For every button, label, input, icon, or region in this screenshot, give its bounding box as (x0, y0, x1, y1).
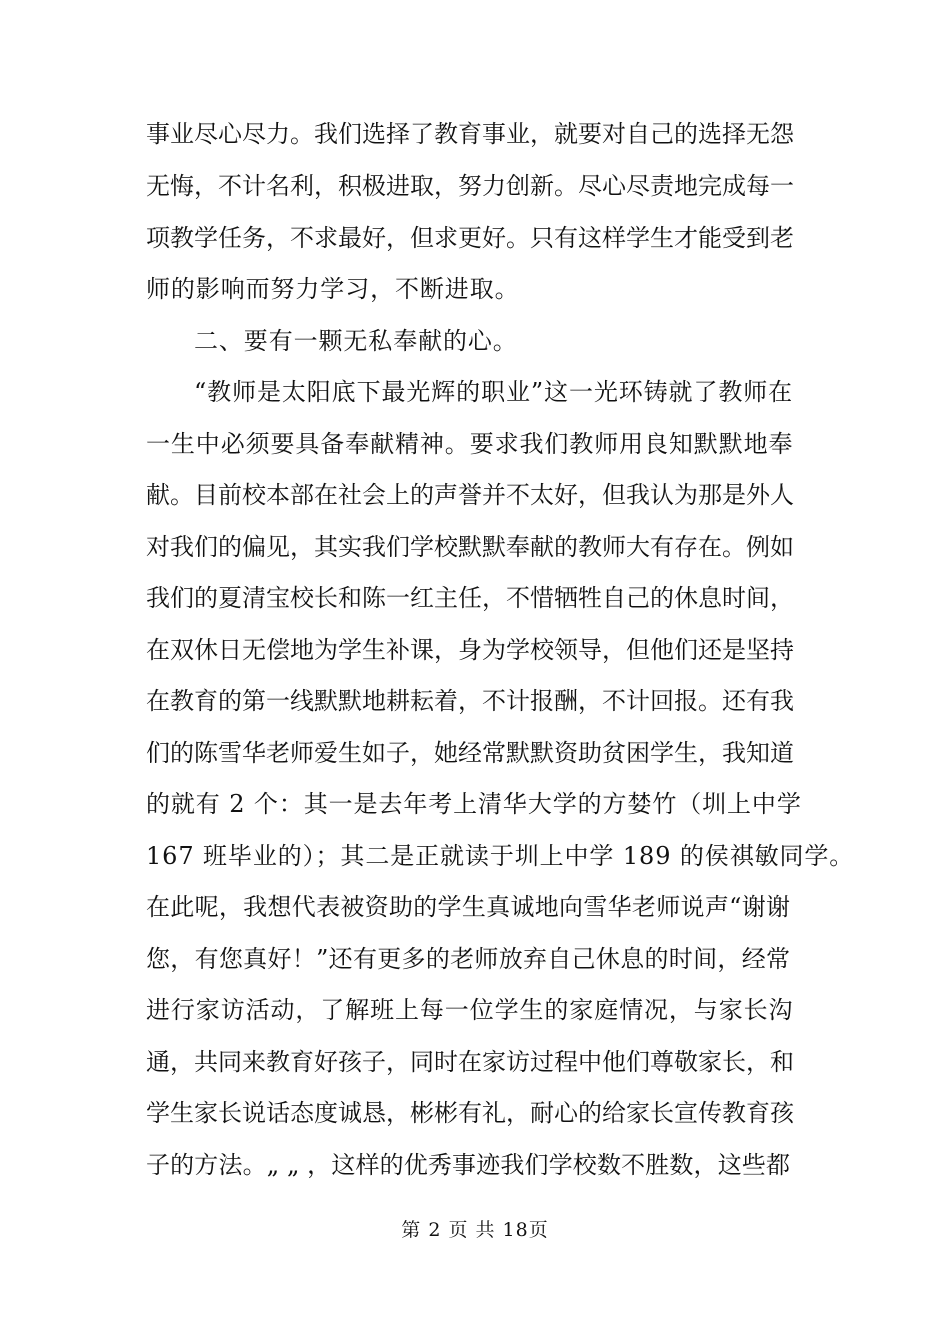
text-line-9: 对我们的偏见，其实我们学校默默奉献的教师大有存在。例如 (146, 533, 794, 561)
text-line-3: 项教学任务，不求最好，但求更好。只有这样学生才能受到老 (146, 224, 794, 252)
text-line-13: 们的陈雪华老师爱生如子，她经常默默资助贫困学生，我知道 (146, 739, 794, 767)
text-line-15: 167 班毕业的）；其二是正就读于圳上中学 189 的侯祺敏同学。 (146, 842, 855, 870)
text-line-21: 子的方法。„ „ ，这样的优秀事迹我们学校数不胜数，这些都 (146, 1151, 790, 1179)
text-line-4: 师的影响而努力学习，不断进取。 (146, 275, 520, 303)
text-line-8: 献。目前校本部在社会上的声誉并不太好，但我认为那是外人 (146, 481, 794, 509)
text-line-1: 事业尽心尽力。我们选择了教育事业，就要对自己的选择无怨 (146, 120, 794, 148)
text-line-7: 一生中必须要具备奉献精神。要求我们教师用良知默默地奉 (146, 430, 794, 458)
text-line-12: 在教育的第一线默默地耕耘着，不计报酬，不计回报。还有我 (146, 687, 794, 715)
text-line-10: 我们的夏清宝校长和陈一红主任，不惜牺牲自己的休息时间， (146, 584, 794, 612)
text-line-16: 在此呢，我想代表被资助的学生真诚地向雪华老师说声“谢谢 (146, 893, 790, 921)
text-line-11: 在双休日无偿地为学生补课，身为学校领导，但他们还是坚持 (146, 636, 794, 664)
page-number-footer: 第 2 页 共 18页 (401, 1219, 549, 1241)
text-line-14: 的就有 2 个：其一是去年考上清华大学的方婪竹（圳上中学 (146, 790, 802, 818)
text-line-20: 学生家长说话态度诚恳，彬彬有礼，耐心的给家长宣传教育孩 (146, 1099, 794, 1127)
text-line-2: 无悔，不计名利，积极进取，努力创新。尽心尽责地完成每一 (146, 172, 794, 200)
text-line-6: “教师是太阳底下最光辉的职业”这一光环铸就了教师在 (194, 378, 794, 406)
section-heading: 二、要有一颗无私奉献的心。 (194, 327, 518, 355)
text-line-17: 您，有您真好！”还有更多的老师放弃自己休息的时间，经常 (146, 945, 790, 973)
text-line-18: 进行家访活动，了解班上每一位学生的家庭情况，与家长沟 (146, 996, 794, 1024)
text-line-19: 通，共同来教育好孩子，同时在家访过程中他们尊敬家长，和 (146, 1048, 794, 1076)
